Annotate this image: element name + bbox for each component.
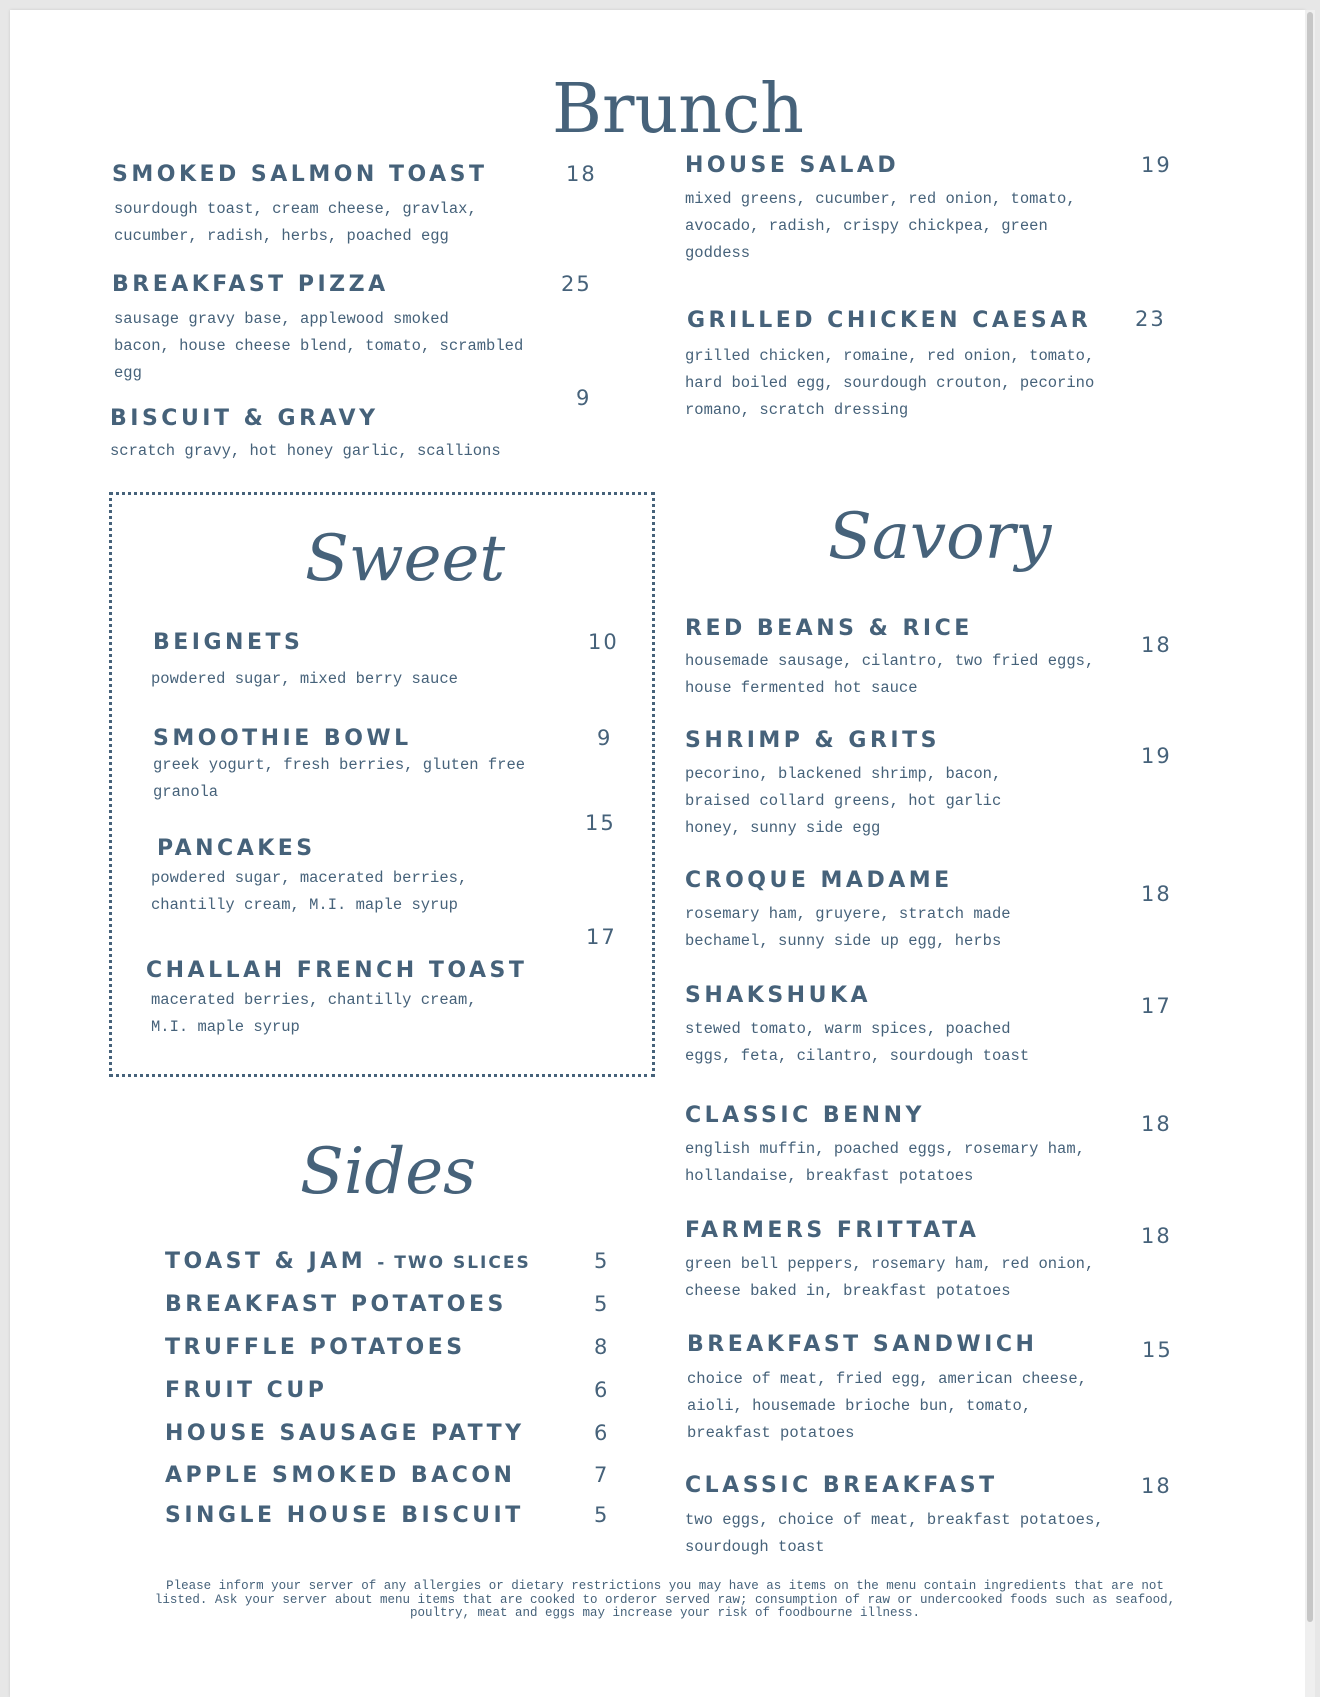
item-price: 23	[1135, 307, 1166, 331]
side-item-label: TOAST & JAM	[165, 1249, 367, 1274]
item-desc: green bell peppers, rosemary ham, red onion, cheese baked in, breakfast potatoes	[685, 1255, 1095, 1300]
side-item-price: 6	[594, 1421, 610, 1445]
item-name: BREAKFAST SANDWICH	[687, 1332, 1038, 1357]
item-name: SHRIMP & GRITS	[685, 728, 940, 753]
item-price: 19	[1141, 153, 1172, 177]
item-desc: stewed tomato, warm spices, poached eggs, feta, cilantro, sourdough toast	[685, 1020, 1030, 1065]
item-price: 18	[566, 162, 597, 186]
item-name: CHALLAH FRENCH TOAST	[146, 958, 528, 983]
item-desc: scratch gravy, hot honey garlic, scallions	[110, 442, 501, 460]
side-item-price: 6	[594, 1378, 610, 1402]
item-name: BREAKFAST PIZZA	[112, 272, 389, 297]
item-price: 18	[1141, 1474, 1172, 1498]
section-title-brunch: Brunch	[552, 70, 804, 149]
item-desc: grilled chicken, romaine, red onion, tomato, hard boiled egg, sourdough crouton, pecorino romano, scratch dressing	[685, 347, 1095, 419]
side-item-price: 8	[594, 1335, 610, 1359]
item-price: 18	[1141, 882, 1172, 906]
item-name: SMOOTHIE BOWL	[153, 726, 412, 751]
item-price: 10	[588, 630, 619, 654]
item-name: CLASSIC BREAKFAST	[685, 1473, 998, 1498]
item-name: CLASSIC BENNY	[685, 1103, 925, 1128]
item-desc: sourdough toast, cream cheese, gravlax, cucumber, radish, herbs, poached egg	[114, 200, 477, 245]
section-title-savory: Savory	[828, 500, 1052, 574]
item-desc: english muffin, poached eggs, rosemary ham, hollandaise, breakfast potatoes	[685, 1140, 1085, 1185]
item-name: CROQUE MADAME	[685, 868, 953, 893]
item-name: SMOKED SALMON TOAST	[112, 162, 488, 187]
item-price: 18	[1141, 1224, 1172, 1248]
section-title-sweet: Sweet	[305, 522, 506, 596]
item-price: 17	[1141, 994, 1172, 1018]
item-name: RED BEANS & RICE	[685, 616, 973, 641]
side-item-name: FRUIT CUP	[165, 1378, 328, 1403]
side-item-name: BREAKFAST POTATOES	[165, 1292, 507, 1317]
item-desc: macerated berries, chantilly cream, M.I. maple syrup	[151, 991, 477, 1036]
item-desc: pecorino, blackened shrimp, bacon, braised collard greens, hot garlic honey, sunny side egg	[685, 765, 1002, 837]
side-item-name: APPLE SMOKED BACON	[165, 1463, 516, 1488]
item-price: 15	[585, 811, 616, 835]
item-name: HOUSE SALAD	[685, 153, 900, 178]
side-item-price: 7	[594, 1463, 610, 1487]
allergy-disclaimer: Please inform your server of any allergies or dietary restrictions you may have as items on the menu contain ingredients that are not listed. Ask your server about menu items that are cooked to orderor served raw; consumption of raw or undercooked foods such as seafood, poultry, meat and eggs may increase your risk of foodbourne illness.	[154, 1579, 1176, 1620]
scrollbar-thumb[interactable]	[1307, 12, 1313, 1622]
item-price: 9	[576, 386, 592, 410]
item-price: 25	[561, 272, 592, 296]
item-desc: powdered sugar, mixed berry sauce	[151, 670, 458, 688]
side-item-name: HOUSE SAUSAGE PATTY	[165, 1421, 525, 1446]
item-desc: housemade sausage, cilantro, two fried eggs, house fermented hot sauce	[685, 652, 1095, 697]
item-name: FARMERS FRITTATA	[685, 1218, 980, 1243]
item-price: 18	[1141, 633, 1172, 657]
side-item-name: TRUFFLE POTATOES	[165, 1335, 466, 1360]
item-name: BISCUIT & GRAVY	[110, 406, 379, 431]
item-name: BEIGNETS	[153, 630, 304, 655]
item-desc: choice of meat, fried egg, american cheese, aioli, housemade brioche bun, tomato, breakfast potatoes	[687, 1370, 1087, 1442]
side-item-name: SINGLE HOUSE BISCUIT	[165, 1503, 524, 1528]
item-price: 9	[597, 726, 613, 750]
item-price: 17	[586, 925, 617, 949]
item-desc: sausage gravy base, applewood smoked bacon, house cheese blend, tomato, scrambled egg	[114, 310, 524, 382]
item-desc: two eggs, choice of meat, breakfast potatoes, sourdough toast	[685, 1511, 1104, 1556]
item-desc: mixed greens, cucumber, red onion, tomato, avocado, radish, crispy chickpea, green goddess	[685, 190, 1076, 262]
menu-page	[10, 10, 1305, 1697]
item-name: SHAKSHUKA	[685, 983, 872, 1008]
item-desc: rosemary ham, gruyere, stratch made bechamel, sunny side up egg, herbs	[685, 905, 1011, 950]
item-price: 19	[1141, 744, 1172, 768]
side-item-name	[165, 1249, 531, 1274]
item-price: 15	[1142, 1338, 1173, 1362]
item-name: GRILLED CHICKEN CAESAR	[687, 308, 1092, 333]
side-item-note: - TWO SLICES	[377, 1253, 531, 1273]
item-desc: greek yogurt, fresh berries, gluten free granola	[153, 756, 526, 801]
side-item-price: 5	[594, 1503, 610, 1527]
section-title-sides: Sides	[300, 1135, 476, 1209]
item-price: 18	[1141, 1112, 1172, 1136]
side-item-price: 5	[594, 1292, 610, 1316]
vertical-scrollbar[interactable]	[1305, 10, 1315, 1697]
item-desc: powdered sugar, macerated berries, chantilly cream, M.I. maple syrup	[151, 869, 468, 914]
item-name: PANCAKES	[157, 836, 316, 861]
side-item-price: 5	[594, 1249, 610, 1273]
